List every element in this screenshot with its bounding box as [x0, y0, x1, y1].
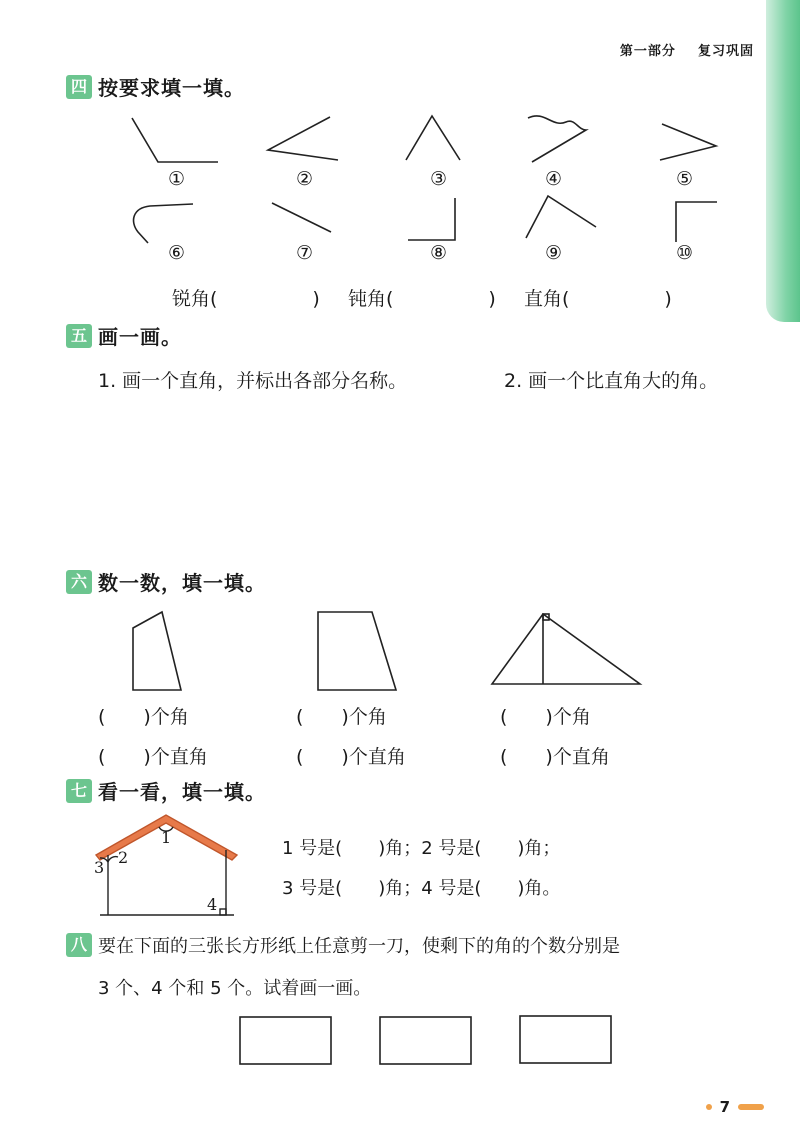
section-5-title: 画一画。: [98, 325, 182, 349]
section-7-badge: 七: [66, 779, 92, 803]
angle-2: [268, 117, 338, 160]
angle-6: [134, 204, 193, 243]
angle-9: [526, 196, 596, 238]
shape1-right-count: ( )个直角: [98, 746, 208, 768]
angle-label-7: ⑦: [296, 242, 314, 264]
house-label-4: 4: [207, 895, 218, 914]
angle-label-5: ⑤: [676, 168, 694, 190]
angle-1: [132, 118, 218, 162]
angle-label-3: ③: [430, 168, 448, 190]
shape2-angle-count: ( )个角: [296, 706, 387, 728]
section-6-badge: 六: [66, 570, 92, 594]
count-shapes: [133, 612, 640, 690]
sec7-line-2: 3 号是( )角；4 号是( )角。: [282, 878, 561, 899]
page-dot: [706, 1104, 712, 1110]
section-5-heading: [66, 321, 182, 350]
obtuse-fill: 钝角( ): [348, 288, 496, 310]
section-5-badge: 五: [66, 324, 92, 348]
sec8-line-1: 要在下面的三张长方形纸上任意剪一刀，使剩下的角的个数分别是: [98, 936, 620, 957]
angle-label-1: ①: [168, 168, 186, 190]
house-label-2: 2: [118, 848, 129, 867]
shape3-angle-count: ( )个角: [500, 706, 591, 728]
quad-shape: [133, 612, 181, 690]
shape2-right-count: ( )个直角: [296, 746, 406, 768]
section-7-heading: [66, 776, 266, 805]
shape3-right-count: ( )个直角: [500, 746, 610, 768]
angle-7: [272, 203, 331, 232]
angle-label-4: ④: [545, 168, 563, 190]
angle-8: [408, 198, 455, 240]
angle-label-8: ⑧: [430, 242, 448, 264]
angle-5: [660, 124, 716, 160]
section-6-title: 数一数，填一填。: [98, 571, 266, 595]
page-bar: [738, 1104, 764, 1110]
sec8-line-2: 3 个、4 个和 5 个。试着画一画。: [98, 978, 372, 999]
paper-rect-2: [380, 1017, 471, 1064]
angle-label-6: ⑥: [168, 242, 186, 264]
section-8-badge: 八: [66, 933, 92, 957]
paper-rectangles: [240, 1016, 611, 1064]
sec5-question-1: 1. 画一个直角，并标出各部分名称。: [98, 370, 408, 392]
angle-label-10: ⑩: [676, 242, 694, 264]
angle-3: [406, 116, 460, 160]
sec5-question-2: 2. 画一个比直角大的角。: [504, 370, 719, 392]
angle-4-mark: [220, 909, 226, 915]
paper-rect-3: [520, 1016, 611, 1063]
sec7-line-1: 1 号是( )角；2 号是( )角；: [282, 838, 561, 859]
section-4-title: 按要求填一填。: [98, 76, 245, 100]
right-fill: 直角( ): [524, 288, 672, 310]
header-title: 复习巩固: [697, 44, 754, 59]
header-part: 第一部分: [619, 44, 676, 59]
angle-2-arc: [108, 857, 118, 862]
paper-rect-1: [240, 1017, 331, 1064]
acute-fill: 锐角( ): [172, 288, 320, 310]
section-8-heading: [66, 932, 620, 958]
house-label-1: 1: [161, 828, 172, 847]
angle-label-2: ②: [296, 168, 314, 190]
angle-10: [676, 202, 717, 242]
shape1-angle-count: ( )个角: [98, 706, 189, 728]
section-4-badge: 四: [66, 75, 92, 99]
angle-4: [528, 116, 586, 162]
page-number-text: 7: [719, 1098, 730, 1116]
angle-figures: [132, 116, 717, 243]
section-7-title: 看一看，填一填。: [98, 780, 266, 804]
trapezoid-shape: [318, 612, 396, 690]
section-6-heading: [66, 567, 266, 596]
house-label-3: 3: [94, 858, 105, 877]
page-number: [706, 1098, 764, 1116]
angle-label-9: ⑨: [545, 242, 563, 264]
triangle-shape: [492, 614, 640, 684]
